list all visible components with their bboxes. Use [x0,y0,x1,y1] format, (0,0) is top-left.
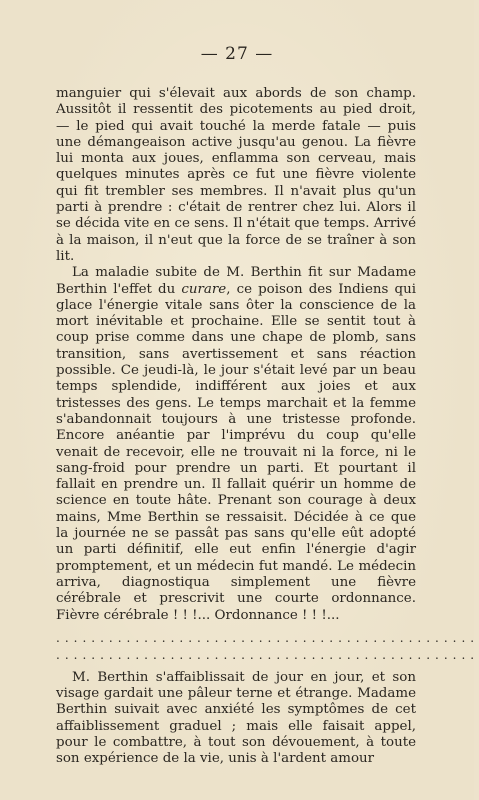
paragraph-2-start: La maladie subite de M. Berthin fit sur Madame Berthin l'effet du [56,265,416,297]
ellipsis-line-2: ................................................ [56,647,479,662]
paragraph-3: M. Berthin s'affaiblissait de jour en jour, et son visage gardait une pâleur terne et étrange. Madame Berthin suivait avec anxiété les symptômes de cet affaiblissement graduel ; mais elle faisait appel, pour le combattre, à tout son dévouement, à toute son expérience de la vie, unis à l'ardent amour [56,669,416,767]
paragraph-2 [56,265,416,624]
ellipsis-line-1: ................................................ [56,630,479,645]
page-body [56,86,479,768]
italic-word-curare: curare [181,281,227,297]
paragraph-1: manguier qui s'élevait aux abords de son champ. Aussitôt il ressentit des picotements au pied droit, — le pied qui avait touché la merde fatale — puis une démangeaison active jusqu'au genou. La fièvre lui monta aux joues, enflamma son cerveau, mais quelques minutes après ce fut une fièvre violente qui fit trembler ses membres. Il n'avait plus qu'un parti à prendre : c'était de rentrer chez lui. Alors il se décida vite en ce sens. Il n'était que temps. Arrivé à la maison, il n'eut que la force de se traîner à son lit. [56,86,416,264]
paragraph-2-rest: , ce poison des Indiens qui glace l'énergie vitale sans ôter la conscience de la mort inévitable et prochaine. Elle se sentit tout à coup prise comme dans une chape de plomb, sans transition, sans avertissement et sans réaction possible. Ce jeudi-là, le jour s'était levé par un beau temps splendide, indifférent aux joies et aux tristesses des gens. Le temps marchait et la femme s'abandonnait toujours à une tristesse profonde. Encore anéantie par l'imprévu du coup qu'elle venait de recevoir, elle ne trouvait ni la force, ni le sang-froid pour prendre un parti. Et pourtant il fallait en prendre un. Il fallait quérir un homme de science en toute hâte. Prenant son courage à deux mains, Mme Berthin se ressaisit. Décidée à ce que la journée ne se passât pas sans qu'elle eût adopté un parti définitif, elle eut enfin l'énergie d'agir promptement, et un médecin fut mandé. Le médecin arriva, diagnostiqua simplement une fièvre cérébrale et prescrivit une courte ordonnance. Fièvre cérébrale ! ! !... Ordonnance ! ! !... [56,281,416,623]
page-number: — 27 — [200,44,274,64]
